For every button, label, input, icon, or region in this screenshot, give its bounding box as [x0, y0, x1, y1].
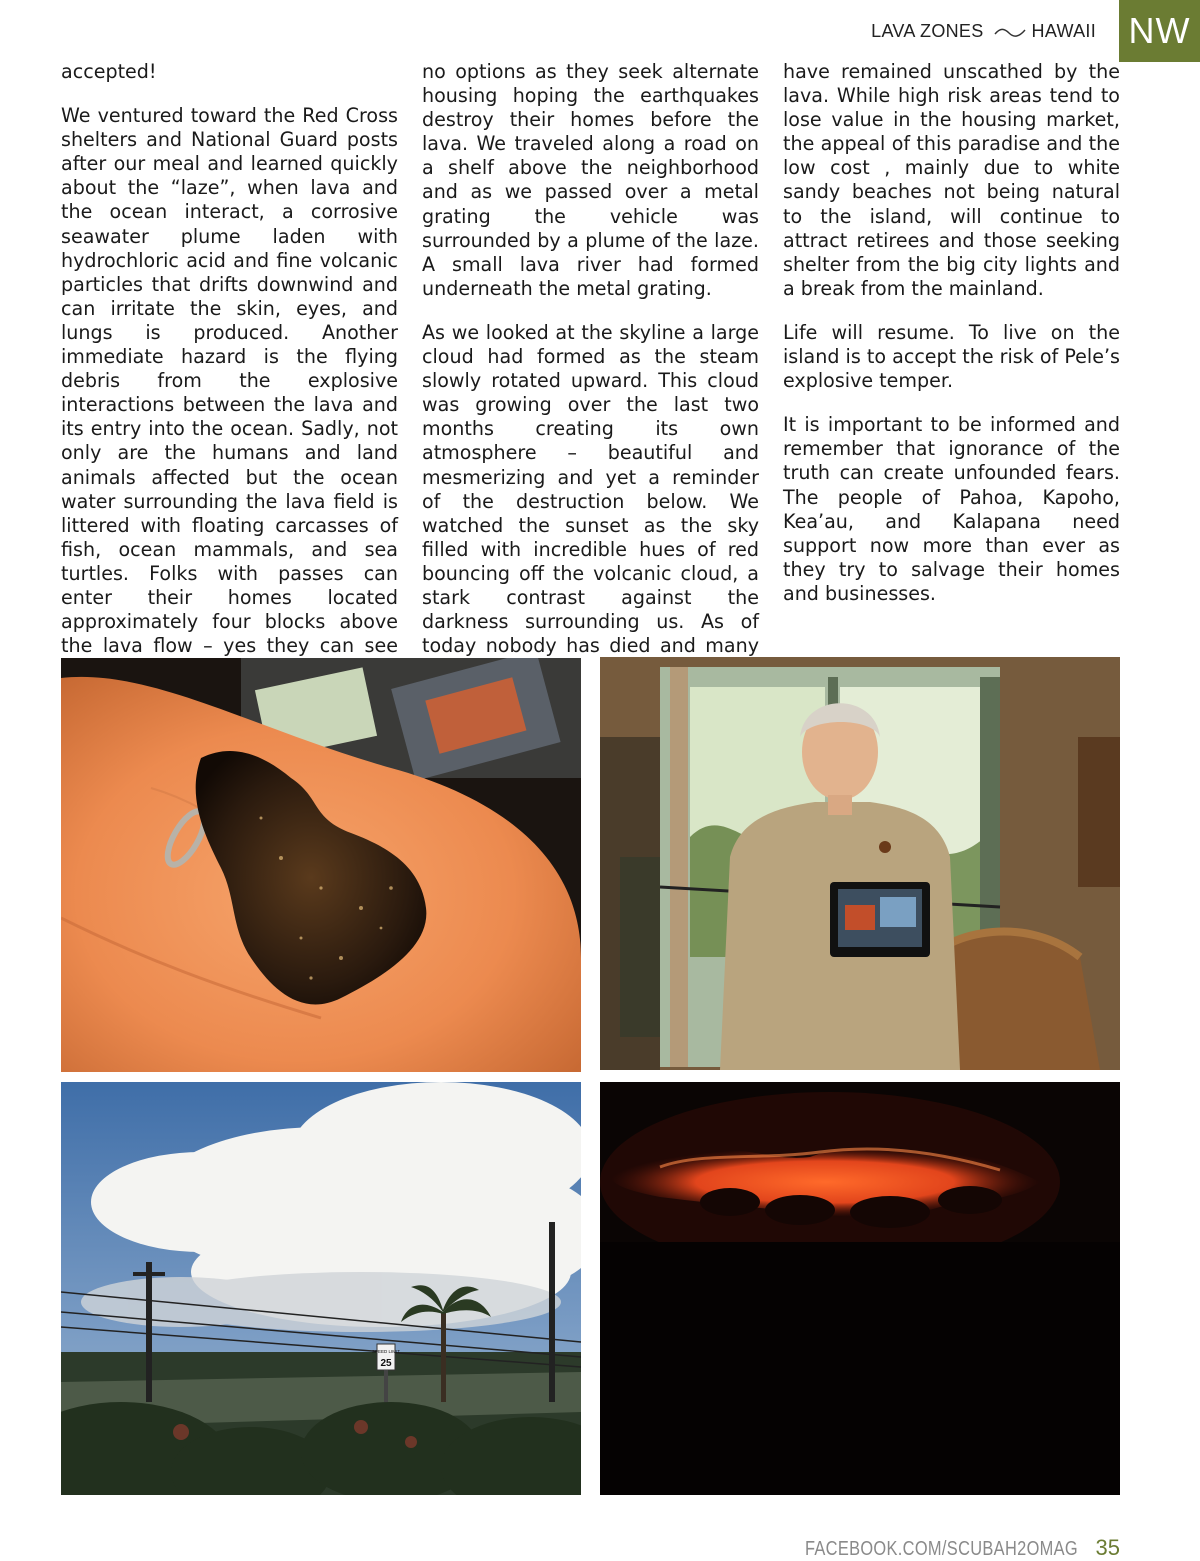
paragraph: It is important to be informed and remember that ignorance of the truth can create unfounded fears. The people of Pahoa, Kapoho, Kea’au, and Kalapana need support now more than ever as they try to salvage their homes and businesses. — [783, 413, 1120, 605]
photo-lava-glow-at-night — [600, 1082, 1120, 1495]
section-location: HAWAII — [1031, 21, 1096, 41]
page-footer — [745, 1535, 1120, 1561]
speed-sign-value: 25 — [380, 1358, 392, 1369]
paragraph: As we looked at the skyline a large cloud had formed as the steam slowly rotated upward. This cloud was growing over the last two months creating its own atmosphere – beautiful and mesmerizing and yet a reminder of the destruction below. We watched the sunset as the sky filled with incredible hues of red bouncing off the volcanic cloud, a stark contrast against the darkness surrounding us. As of today nobody has died and many — [422, 320, 759, 658]
article-body — [61, 60, 1120, 658]
section-label — [871, 21, 1096, 42]
paragraph: accepted! — [61, 60, 157, 83]
facebook-link[interactable]: FACEBOOK.COM/SCUBAH2OMAG — [804, 1538, 1078, 1560]
paragraph: We ventured toward the Red Cross shelters and National Guard posts after our meal and learned quickly about the “laze”, when lava and the ocean interact, a corrosive seawater plume laden with hydrochloric acid and fine volcanic particles that drifts downwind and can irritate the skin, eyes, and lungs is produced. Another immediate hazard is the flying debris from the explosive interactions between the lava and its entry into the ocean. Sadly, not only are the humans and land animals affected but the ocean water surrounding the lava field is littered with floating carcasses of fish, ocean mammals, and sea turtles. Folks with passes can enter their homes located approximately four blocks above the lava flow – yes they can see — [61, 104, 398, 658]
page-header — [0, 0, 1200, 62]
article-column-1 — [61, 60, 398, 726]
article-column-3 — [783, 60, 1120, 626]
photo-volcanic-cloud-over-road — [61, 1082, 581, 1495]
wave-divider-icon — [994, 26, 1026, 38]
nw-badge: NW — [1119, 0, 1200, 62]
photo-lava-rock-in-hand — [61, 658, 581, 1072]
speed-sign-top: SPEED LIMIT — [371, 1349, 401, 1354]
section-name: LAVA ZONES — [871, 21, 984, 41]
article-column-2 — [422, 60, 759, 702]
paragraph: have remained unscathed by the lava. While high risk areas tend to lose value in the housing market, the appeal of this paradise and the low cost , mainly due to white sandy beaches not being natural to the island, will continue to attract retirees and those seeking shelter from the big city lights and a break from the mainland. — [783, 60, 1120, 300]
paragraph: Life will resume. To live on the island is to accept the risk of Pele’s explosive temper. — [783, 320, 1120, 393]
page-number: 35 — [1095, 1535, 1120, 1560]
photo-ranger-with-tablet — [600, 657, 1120, 1070]
paragraph: no options as they seek alternate housing hoping the earthquakes destroy their homes before the lava. We traveled along a road on a shelf above the neighborhood and as we passed over a metal grating the vehicle was surrounded by a plume of the laze. A small lava river had formed underneath the metal grating. — [422, 60, 759, 300]
